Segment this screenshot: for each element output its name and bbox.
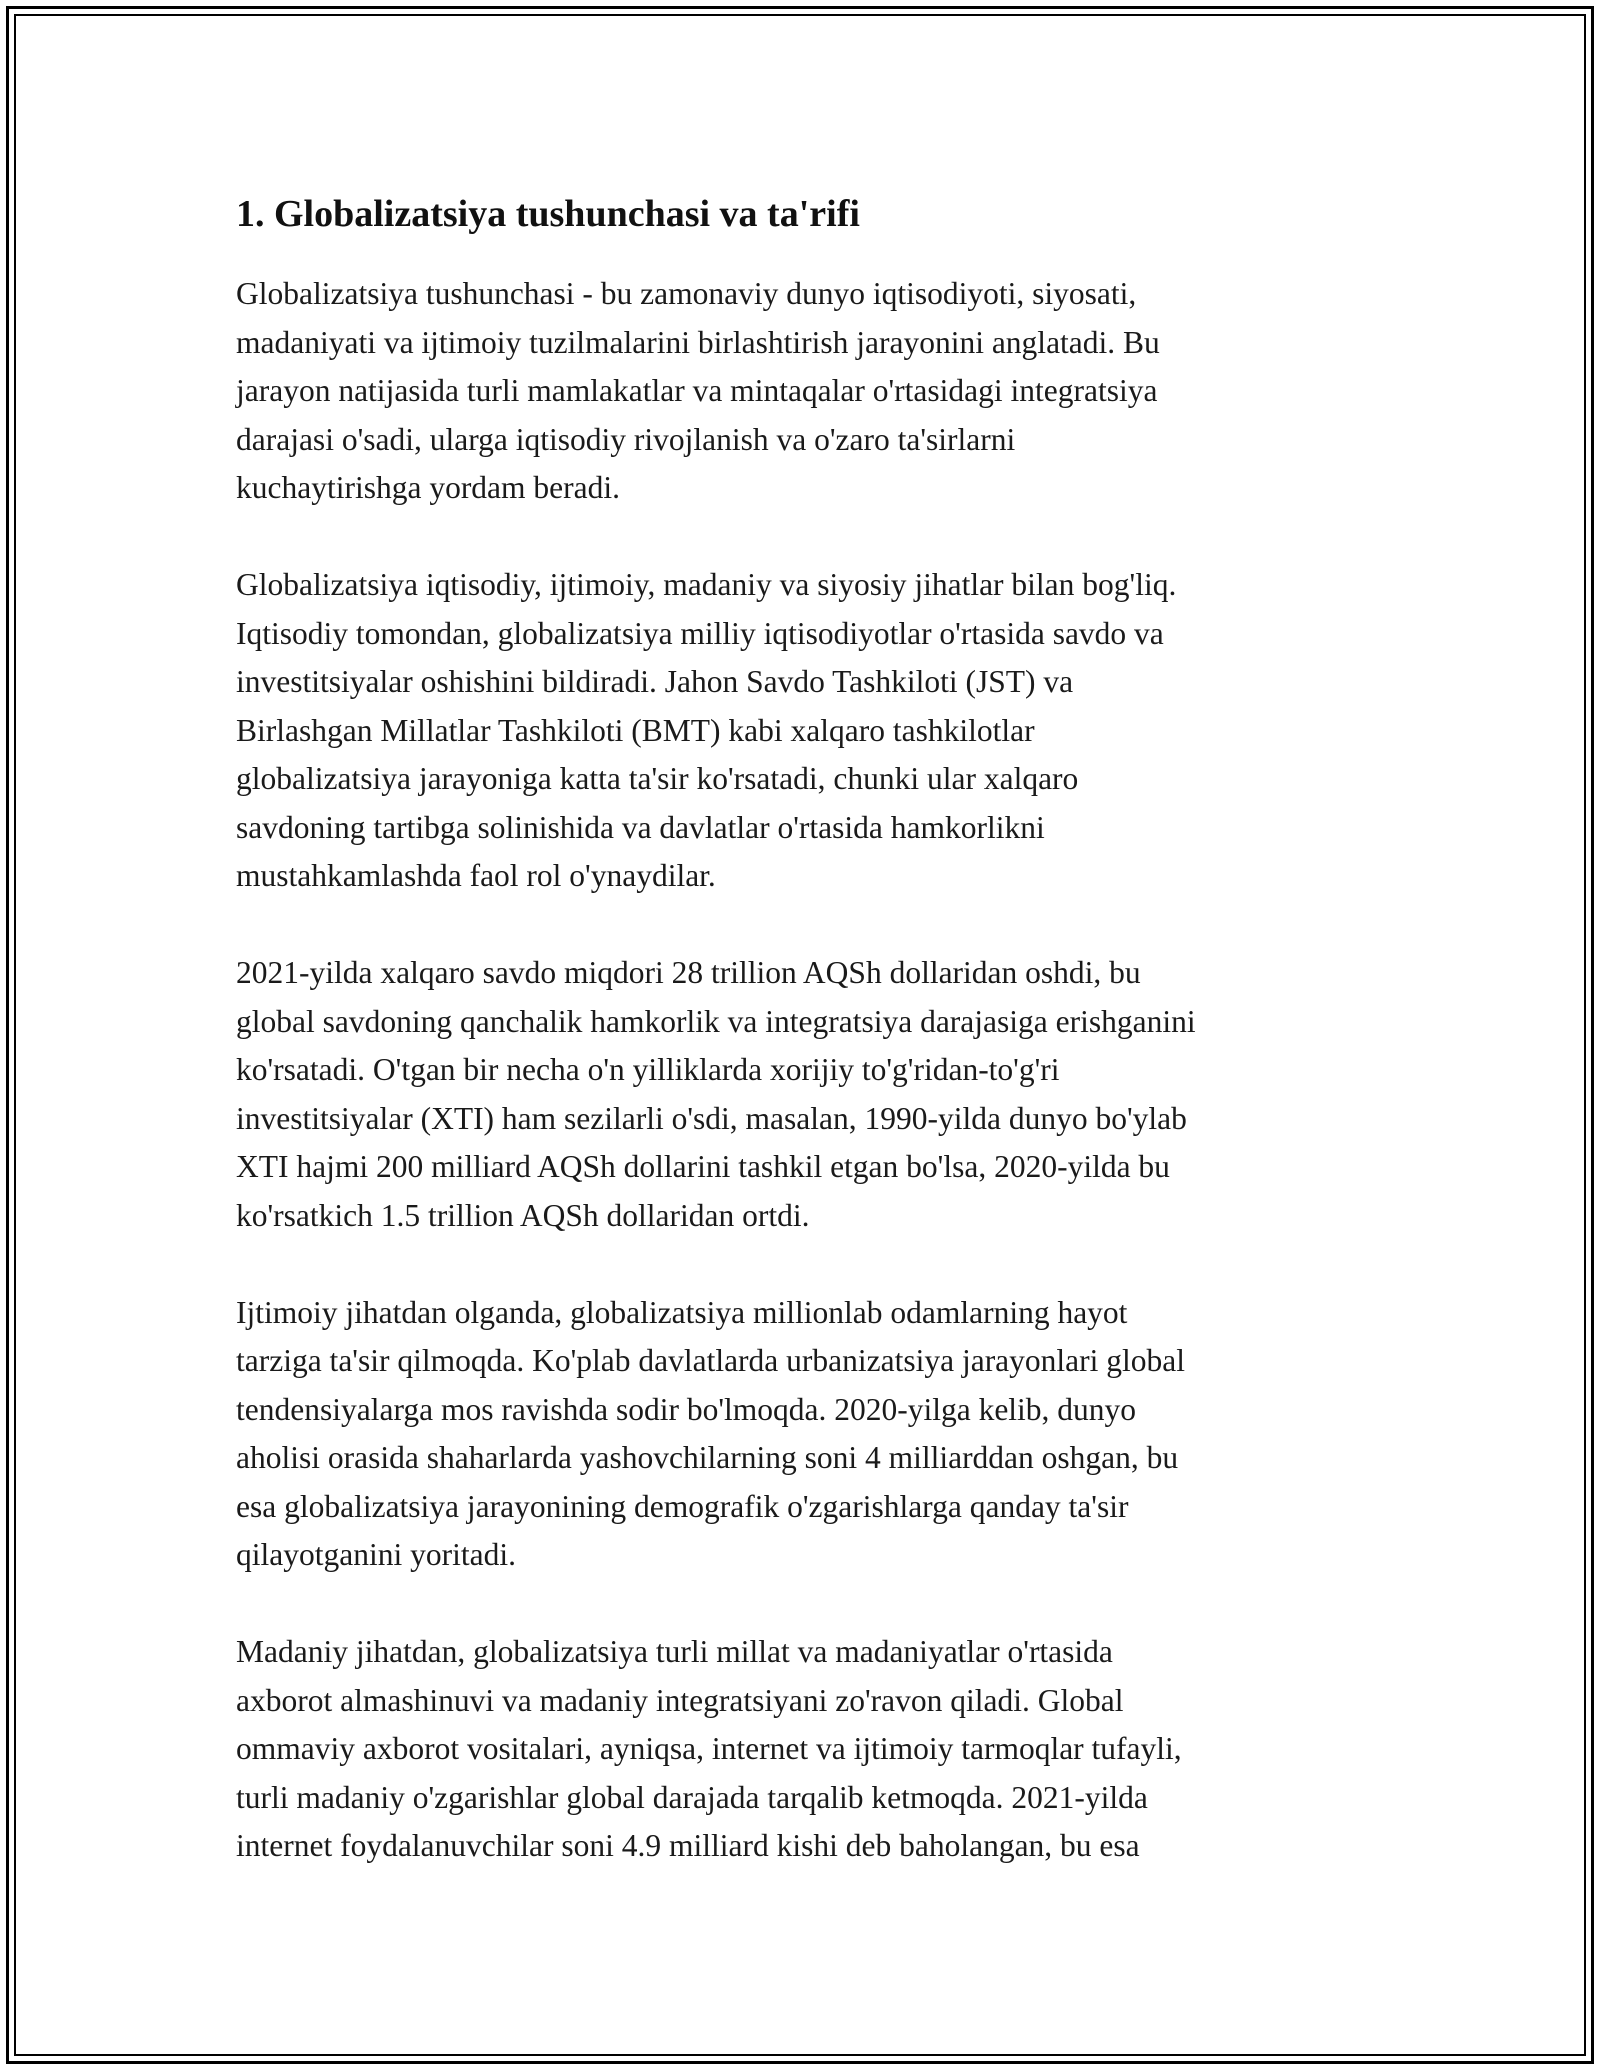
paragraph-trade-statistics: 2021-yilda xalqaro savdo miqdori 28 trillion AQSh dollaridan oshdi, bu global savdoning qanchalik hamkorlik va integratsiya darajasiga erishganini ko'rsatadi. O'tgan bir necha o'n yilliklarda xorijiy to'g'ridan-to'g'ri investitsiyalar (XTI) ham sezilarli o'sdi, masalan, 1990-yilda dunyo bo'ylab XTI hajmi 200 milliard AQSh dollarini tashkil etgan bo'lsa, 2020-yilda bu ko'rsatkich 1.5 trillion AQSh dollaridan ortdi. xyxy=(236,955,1196,1233)
document-body xyxy=(236,188,1366,1919)
paragraph-cultural-aspects: Madaniy jihatdan, globalizatsiya turli millat va madaniyatlar o'rtasida axborot almashinuvi va madaniy integratsiyani zo'ravon qiladi. Global ommaviy axborot vositalari, ayniqsa, internet va ijtimoiy tarmoqlar tufayli, turli madaniy o'zgarishlar global darajada tarqalib ketmoqda. 2021-yilda internet foydalanuvchilar soni 4.9 milliard kishi deb baholangan, bu esa xyxy=(236,1634,1182,1863)
paragraph-economic-aspects: Globalizatsiya iqtisodiy, ijtimoiy, madaniy va siyosiy jihatlar bilan bog'liq. Iqtisodiy tomondan, globalizatsiya milliy iqtisodiyotlar o'rtasida savdo va investitsiyalar oshishini bildiradi. Jahon Savdo Tashkiloti (JST) va Birlashgan Millatlar Tashkiloti (BMT) kabi xalqaro tashkilotlar globalizatsiya jarayoniga katta ta'sir ko'rsatadi, chunki ular xalqaro savdoning tartibga solinishida va davlatlar o'rtasida hamkorlikni mustahkamlashda faol rol o'ynaydilar. xyxy=(236,567,1177,893)
paragraph-social-aspects: Ijtimoiy jihatdan olganda, globalizatsiya millionlab odamlarning hayot tarziga ta'sir qilmoqda. Ko'plab davlatlarda urbanizatsiya jarayonlari global tendensiyalarga mos ravishda sodir bo'lmoqda. 2020-yilga kelib, dunyo aholisi orasida shaharlarda yashovchilarning soni 4 milliarddan oshgan, bu esa globalizatsiya jarayonining demografik o'zgarishlarga qanday ta'sir qilayotganini yoritadi. xyxy=(236,1294,1185,1572)
section-heading: 1. Globalizatsiya tushunchasi va ta'rifi xyxy=(236,193,860,235)
paragraph-definition: Globalizatsiya tushunchasi - bu zamonaviy dunyo iqtisodiyoti, siyosati, madaniyati va ijtimoiy tuzilmalarini birlashtirish jarayonini anglatadi. Bu jarayon natijasida turli mamlakatlar va mintaqalar o'rtasidagi integratsiya darajasi o'sadi, ularga iqtisodiy rivojlanish va o'zaro ta'sirlarni kuchaytirishga yordam beradi. xyxy=(236,276,1160,505)
